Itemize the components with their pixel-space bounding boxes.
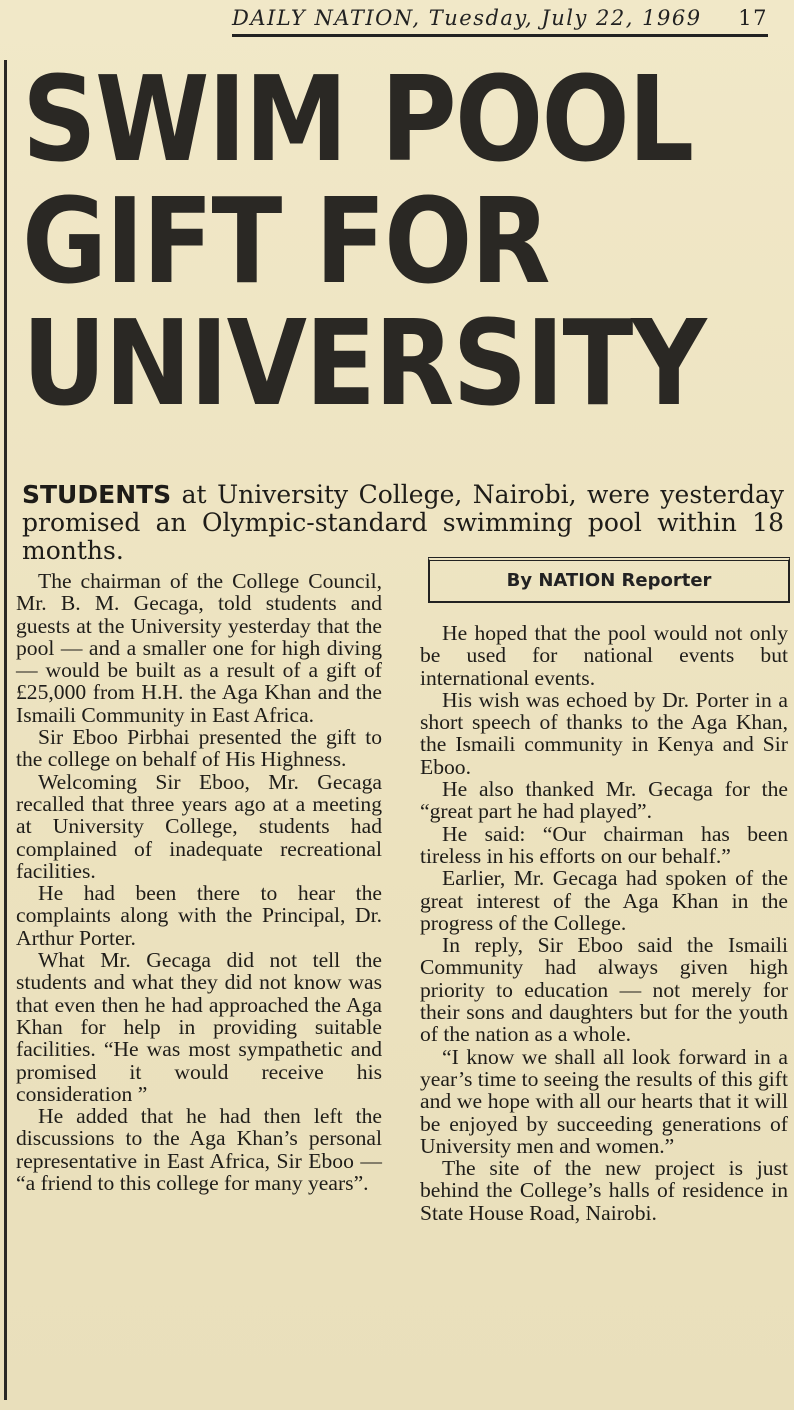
- paragraph: Welcoming Sir Eboo, Mr. Gecaga recalled that three years ago at a meeting at University College, students had complained of inadequate recreational facilities.: [16, 769, 382, 883]
- paragraph: He had been there to hear the complaints along with the Principal, Dr. Arthur Porter.: [16, 881, 382, 950]
- headline: [22, 50, 705, 432]
- byline-box: By NATION Reporter: [428, 557, 790, 603]
- intro-lead-word: STUDENTS: [22, 480, 172, 509]
- paragraph: His wish was echoed by Dr. Porter in a short speech of thanks to the Aga Khan, the Ismaili community in Kenya and Sir Eboo.: [420, 687, 788, 779]
- paragraph: He added that he had then left the discussions to the Aga Khan’s personal representative in East Africa, Sir Eboo — “a friend to this college for many years”.: [16, 1104, 382, 1196]
- paragraph: The chairman of the College Council, Mr. B. M. Gecaga, told students and guests at the University yesterday that the pool — and a smaller one for high diving — would be built as a result of a gift of £25,000 from H.H. the Aga Khan and the Ismaili Community in East Africa.: [16, 569, 382, 727]
- intro-text: at University College, Nairobi, were yesterday promised an Olympic-standard swimming pool within 18 months.: [22, 480, 784, 565]
- paragraph: “I know we shall all look forward in a year’s time to seeing the results of this gift and we hope with all our hearts that it will be enjoyed by succeeding generations of University men and women.”: [420, 1044, 788, 1158]
- headline-line: SWIM POOL: [22, 50, 693, 188]
- article-column-left: [16, 570, 382, 1194]
- column-rule: [4, 60, 7, 1400]
- masthead-title: DAILY NATION, Tuesday, July 22, 1969: [232, 6, 702, 30]
- paragraph: He said: “Our chairman has been tireless in his efforts on our behalf.”: [420, 821, 788, 868]
- paragraph: What Mr. Gecaga did not tell the students and what they did not know was that even then he had approached the Aga Khan for help in providing suitable facilities. “He was most sympathetic and promised it would receive his consideration ”: [16, 948, 382, 1106]
- intro-paragraph: [22, 481, 784, 565]
- article-column-right: [420, 622, 788, 1224]
- page-number: 17: [738, 6, 768, 30]
- masthead: [232, 6, 768, 37]
- paragraph: He also thanked Mr. Gecaga for the “great part he had played”.: [420, 777, 788, 824]
- paragraph: Sir Eboo Pirbhai presented the gift to the college on behalf of His Highness.: [16, 725, 382, 772]
- headline-line: GIFT FOR: [22, 172, 549, 310]
- headline-line: UNIVERSITY: [22, 294, 705, 432]
- paragraph: The site of the new project is just behind the College’s halls of residence in State House Road, Nairobi.: [420, 1156, 788, 1225]
- paragraph: He hoped that the pool would not only be used for national events but international events.: [420, 621, 788, 690]
- paragraph: In reply, Sir Eboo said the Ismaili Community had always given high priority to education — not merely for their sons and daughters but for the youth of the nation as a whole.: [420, 933, 788, 1047]
- paragraph: Earlier, Mr. Gecaga had spoken of the great interest of the Aga Khan in the progress of the College.: [420, 866, 788, 935]
